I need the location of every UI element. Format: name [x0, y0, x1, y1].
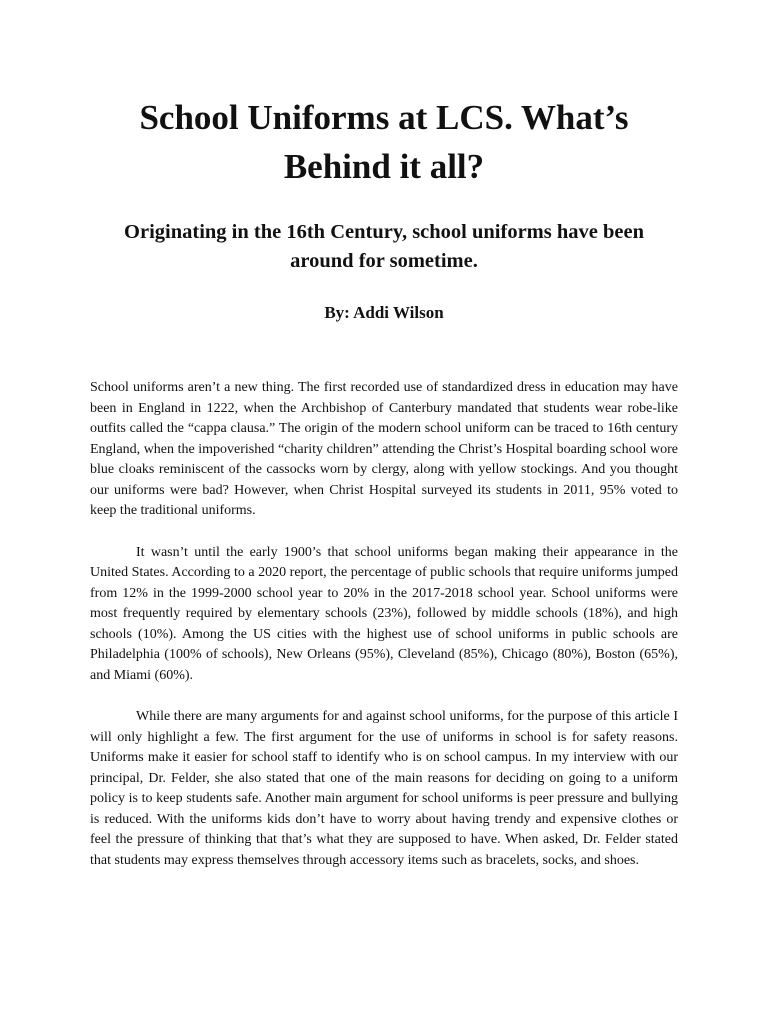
- article-body: [90, 378, 678, 892]
- paragraph-1: School uniforms aren’t a new thing. The first recorded use of standardized dress in education may have been in England in 1222, when the Archbishop of Canterbury mandated that students wear robe-like outfits called the “cappa clausa.” The origin of the modern school uniform can be traced to 16th century England, when the impoverished “charity children” attending the Christ’s Hospital boarding school wore blue cloaks reminiscent of the cassocks worn by clergy, along with yellow stockings. And you thought our uniforms were bad? However, when Christ Hospital surveyed its students in 2011, 95% voted to keep the traditional uniforms.: [90, 380, 678, 518]
- article-title: School Uniforms at LCS. What’s Behind it all?: [139, 98, 629, 186]
- paragraph-2: It wasn’t until the early 1900’s that school uniforms began making their appearance in the United States. According to a 2020 report, the percentage of public schools that require uniforms jumped from 12% in the 1999-2000 school year to 20% in the 2017-2018 school year. School uniforms were most frequently required by elementary schools (23%), followed by middle schools (18%), and high schools (10%). Among the US cities with the highest use of school uniforms in public schools are Philadelphia (100% of schools), New Orleans (95%), Cleveland (85%), Chicago (80%), Boston (65%), and Miami (60%).: [90, 544, 678, 683]
- paragraph-3: While there are many arguments for and against school uniforms, for the purpose of this article I will only highlight a few. The first argument for the use of uniforms in school is for safety reasons. Uniforms make it easier for school staff to identify who is on school campus. In my interview with our principal, Dr. Felder, she also stated that one of the main reasons for deciding on going to a uniform policy is to keep students safe. Another main argument for school uniforms is peer pressure and bullying is reduced. With the uniforms kids don’t have to worry about having trendy and expensive clothes or feel the pressure of thinking that that’s what they are supposed to have. When asked, Dr. Felder stated that students may express themselves through accessory items such as bracelets, socks, and shoes.: [90, 709, 678, 868]
- article-subtitle: Originating in the 16th Century, school uniforms have been around for sometime.: [124, 221, 644, 272]
- article-byline: By: Addi Wilson: [324, 303, 444, 322]
